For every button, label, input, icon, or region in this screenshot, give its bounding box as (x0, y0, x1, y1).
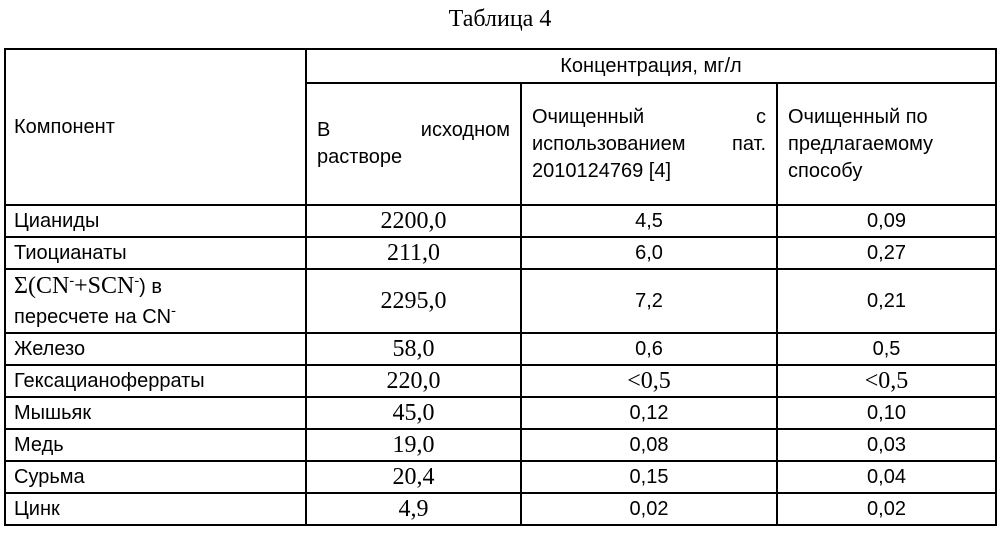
row-initial-value: 220,0 (306, 365, 521, 397)
header-proposed-purified: Очищенный по предлагаемому способу (777, 83, 996, 205)
table-row (5, 493, 996, 525)
row-patent-value: <0,5 (521, 365, 777, 397)
row-patent-value: 6,0 (521, 237, 777, 269)
row-proposed-value: 0,03 (777, 429, 996, 461)
row-initial-value: 45,0 (306, 397, 521, 429)
row-initial-value: 4,9 (306, 493, 521, 525)
row-patent-value: 0,6 (521, 333, 777, 365)
row-patent-value: 7,2 (521, 269, 777, 333)
row-initial-value: 211,0 (306, 237, 521, 269)
row-component-sum (5, 269, 306, 333)
row-patent-value: 0,08 (521, 429, 777, 461)
header-patent-purified: Очищенный с использованием пат. 2010124769 [4] (521, 83, 777, 205)
row-proposed-value: 0,27 (777, 237, 996, 269)
row-initial-value: 58,0 (306, 333, 521, 365)
row-patent-value: 0,02 (521, 493, 777, 525)
row-initial-value: 2200,0 (306, 205, 521, 237)
row-initial-value: 20,4 (306, 461, 521, 493)
table-row (5, 429, 996, 461)
row-patent-value: 0,15 (521, 461, 777, 493)
row-component: Гексацианоферраты (5, 365, 306, 397)
row-component: Сурьма (5, 461, 306, 493)
concentration-table (4, 48, 997, 526)
row-proposed-value: 0,04 (777, 461, 996, 493)
row-component: Тиоцианаты (5, 237, 306, 269)
superscript-minus: - (134, 273, 140, 290)
table-row (5, 461, 996, 493)
row-component: Мышьяк (5, 397, 306, 429)
sum-part: ) в (139, 276, 162, 298)
table-row (5, 365, 996, 397)
row-component: Цинк (5, 493, 306, 525)
row-proposed-value: 0,09 (777, 205, 996, 237)
superscript-minus: - (69, 273, 75, 290)
header-component: Компонент (5, 49, 306, 205)
table-row (5, 205, 996, 237)
superscript-minus: - (171, 303, 176, 320)
row-component: Медь (5, 429, 306, 461)
row-component: Цианиды (5, 205, 306, 237)
sum-part: +SCN (74, 273, 135, 299)
header-concentration: Концентрация, мг/л (306, 49, 996, 83)
row-initial-value: 2295,0 (306, 269, 521, 333)
row-proposed-value: 0,21 (777, 269, 996, 333)
row-proposed-value: <0,5 (777, 365, 996, 397)
header-initial-solution: В исходном растворе (306, 83, 521, 205)
row-initial-value: 19,0 (306, 429, 521, 461)
row-component: Железо (5, 333, 306, 365)
sum-line-1 (14, 271, 297, 301)
table-row (5, 269, 996, 333)
sum-line-2 (14, 301, 297, 331)
table-row (5, 237, 996, 269)
row-proposed-value: 0,5 (777, 333, 996, 365)
table-row (5, 333, 996, 365)
sum-part: пересчете на CN (14, 306, 172, 328)
row-proposed-value: 0,10 (777, 397, 996, 429)
table-caption: Таблица 4 (448, 6, 552, 32)
row-patent-value: 0,12 (521, 397, 777, 429)
header-row-top (5, 49, 996, 83)
row-patent-value: 4,5 (521, 205, 777, 237)
table-row (5, 397, 996, 429)
row-proposed-value: 0,02 (777, 493, 996, 525)
sum-part: Σ(CN (14, 273, 70, 299)
